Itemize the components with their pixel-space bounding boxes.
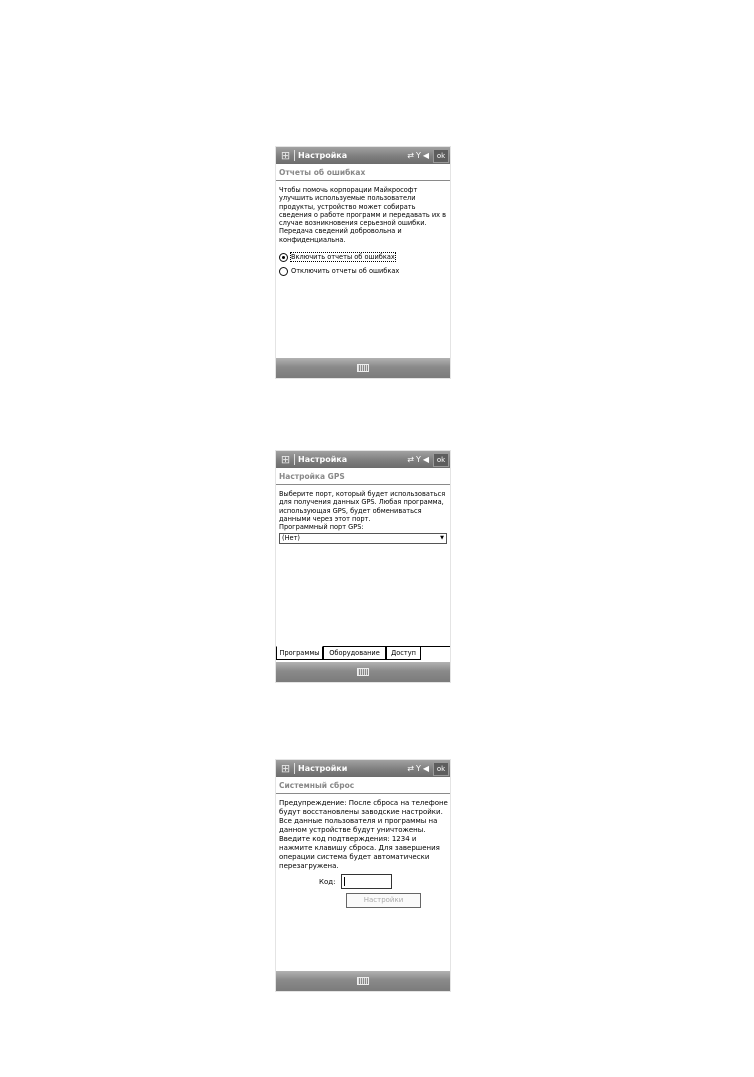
title-bar <box>276 147 450 164</box>
screen-gps-settings <box>276 451 450 682</box>
page-title: Системный сброс <box>276 777 450 794</box>
status-tray <box>407 760 431 777</box>
keyboard-icon[interactable] <box>357 364 369 372</box>
tab-hardware[interactable]: Оборудование <box>323 646 386 660</box>
keyboard-icon[interactable] <box>357 668 369 676</box>
description-text: Чтобы помочь корпорации Майкрософт улучшить используемые пользователи продукты, устройство может собирать сведения о работе программ и передавать их в случае возникновения серьезной ошибки. Передача сведений добровольна и конфиденциальна. <box>279 186 447 244</box>
keyboard-icon[interactable] <box>357 977 369 985</box>
menu-bar <box>276 358 450 378</box>
connectivity-icon[interactable]: ⇄ <box>407 764 416 773</box>
windows-start-icon[interactable]: ⊞ <box>280 149 291 162</box>
radio-label-disable[interactable]: Отключить отчеты об ошибках <box>291 267 400 276</box>
antenna-icon[interactable]: Y <box>415 764 423 773</box>
page-title: Настройка GPS <box>276 468 450 485</box>
tab-strip <box>276 646 450 661</box>
windows-start-icon[interactable]: ⊞ <box>280 453 291 466</box>
status-tray <box>407 451 431 468</box>
page-content <box>279 186 449 278</box>
speaker-icon[interactable]: ◀ <box>422 151 431 160</box>
title-separator <box>294 150 295 161</box>
dropdown-arrow-icon[interactable]: ▼ <box>440 535 444 542</box>
code-row <box>279 874 449 890</box>
tab-access[interactable]: Доступ <box>386 646 421 660</box>
gps-port-value: (Нет) <box>282 534 301 543</box>
radio-option-enable[interactable] <box>279 252 449 264</box>
port-label: Программный порт GPS: <box>279 523 364 532</box>
status-tray <box>407 147 431 164</box>
connectivity-icon[interactable]: ⇄ <box>407 455 416 464</box>
title-bar <box>276 451 450 468</box>
antenna-icon[interactable]: Y <box>415 455 423 464</box>
speaker-icon[interactable]: ◀ <box>422 764 431 773</box>
connectivity-icon[interactable]: ⇄ <box>407 151 416 160</box>
windows-start-icon[interactable]: ⊞ <box>280 762 291 775</box>
title-separator <box>294 763 295 774</box>
page-content <box>279 799 449 908</box>
tab-programs[interactable]: Программы <box>276 646 323 660</box>
page-title: Отчеты об ошибках <box>276 164 450 181</box>
ok-button[interactable]: ok <box>433 762 449 776</box>
radio-button-checked[interactable] <box>279 253 288 262</box>
antenna-icon[interactable]: Y <box>415 151 423 160</box>
screen-error-reports <box>276 147 450 378</box>
app-title: Настройка <box>298 455 348 464</box>
speaker-icon[interactable]: ◀ <box>422 455 431 464</box>
ok-button[interactable]: ok <box>433 149 449 163</box>
menu-bar <box>276 971 450 991</box>
reset-button[interactable]: Настройки <box>346 893 421 908</box>
code-input[interactable] <box>341 874 392 889</box>
warning-text: Предупреждение: После сброса на телефоне будут восстановлены заводские настройки. Все данные пользователя и программы на данном устройстве будут уничтожены. Введите код подтверждения: 1234 и нажмите клавишу сброса. Для завершения операции система будет автоматически перезагружена. <box>279 799 448 870</box>
app-title: Настройки <box>298 764 348 773</box>
radio-option-disable[interactable] <box>279 266 449 278</box>
title-bar <box>276 760 450 777</box>
radio-label-enable[interactable]: Включить отчеты об ошибках <box>291 253 395 262</box>
radio-button[interactable] <box>279 267 288 276</box>
app-title: Настройка <box>298 151 348 160</box>
code-label: Код: <box>319 878 336 886</box>
gps-port-dropdown[interactable] <box>279 533 447 544</box>
ok-button[interactable]: ok <box>433 453 449 467</box>
menu-bar <box>276 662 450 682</box>
description-text: Выберите порт, который будет использоваться для получения данных GPS. Любая программа, использующая GPS, будет обмениваться данными через этот порт. <box>279 490 446 523</box>
screen-system-reset <box>276 760 450 991</box>
page-content <box>279 490 449 544</box>
title-separator <box>294 454 295 465</box>
